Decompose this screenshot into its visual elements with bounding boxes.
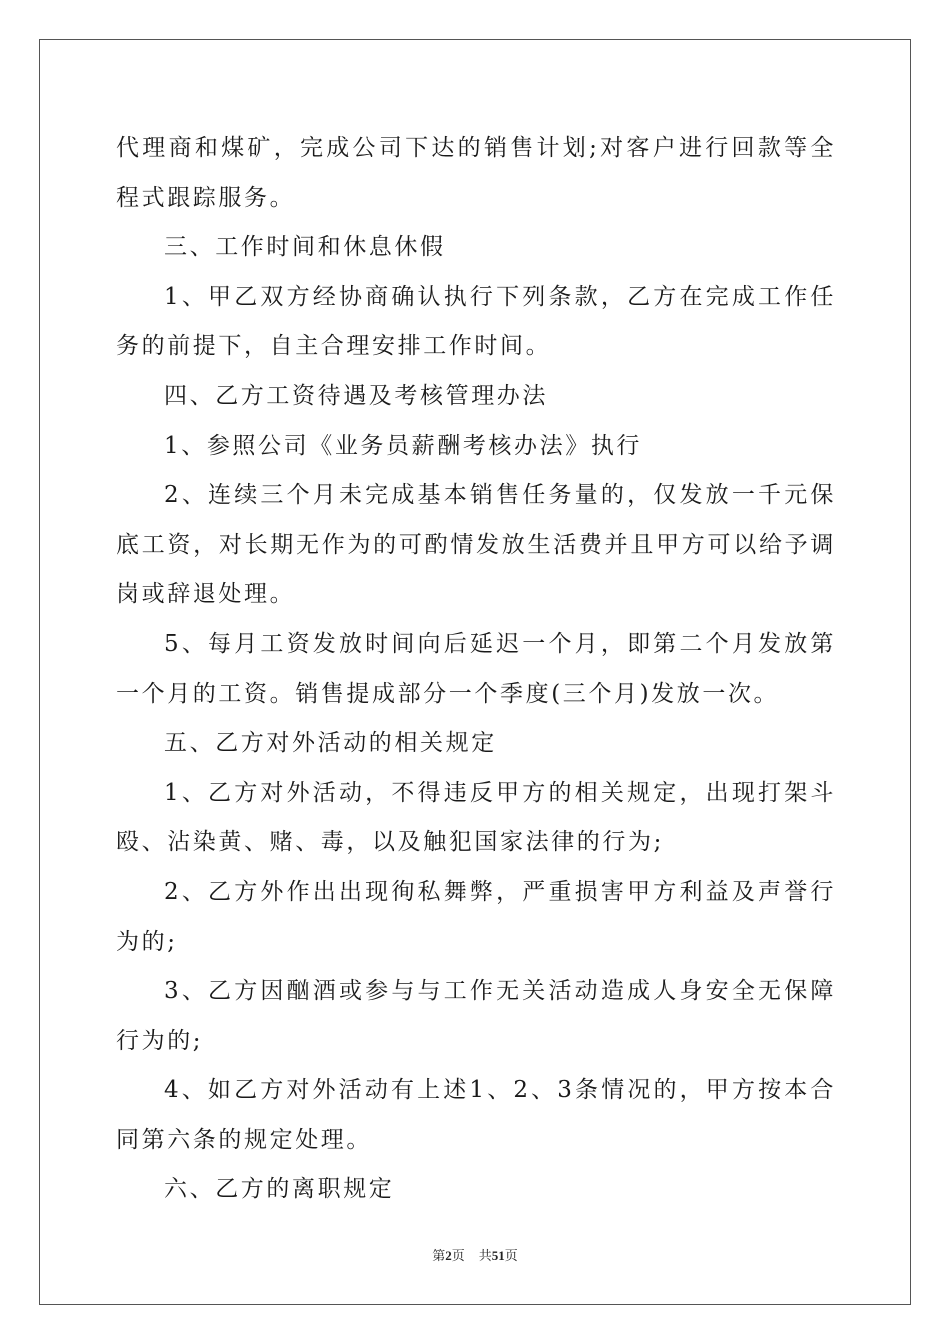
paragraph: 1、甲乙双方经协商确认执行下列条款，乙方在完成工作任务的前提下，自主合理安排工作时间。	[116, 283, 836, 360]
page-footer	[0, 1245, 950, 1264]
total-prefix: 共	[478, 1249, 492, 1264]
paragraph: 1、参照公司《业务员薪酬考核办法》执行	[164, 432, 643, 459]
paragraph: 4、如乙方对外活动有上述1、2、3条情况的，甲方按本合同第六条的规定处理。	[116, 1077, 836, 1153]
paragraph: 3、乙方因酗酒或参与与工作无关活动造成人身安全无保障行为的;	[116, 978, 836, 1054]
section-heading: 六、乙方的离职规定	[164, 1176, 395, 1203]
total-pages	[479, 1249, 518, 1264]
page-prefix: 第	[432, 1249, 446, 1264]
current-page: 2	[445, 1248, 452, 1263]
total-suffix: 页	[504, 1249, 518, 1264]
section-heading: 三、工作时间和休息休假	[164, 234, 446, 261]
paragraph: 5、每月工资发放时间向后延迟一个月，即第二个月发放第一个月的工资。销售提成部分一个季度(三个月)发放一次。	[116, 630, 836, 707]
section-heading: 四、乙方工资待遇及考核管理办法	[164, 382, 548, 409]
document-body	[116, 124, 836, 1215]
paragraph: 2、乙方外作出出现徇私舞弊，严重损害甲方利益及声誉行为的;	[116, 878, 836, 955]
page-suffix: 页	[451, 1249, 465, 1264]
section-heading: 五、乙方对外活动的相关规定	[164, 730, 497, 757]
total-pages-count: 51	[491, 1248, 505, 1263]
paragraph: 1、乙方对外活动，不得违反甲方的相关规定，出现打架斗殴、沾染黄、赌、毒，以及触犯国家法律的行为;	[116, 779, 836, 856]
paragraph: 代理商和煤矿，完成公司下达的销售计划;对客户进行回款等全程式跟踪服务。	[116, 135, 836, 211]
paragraph: 2、连续三个月未完成基本销售任务量的，仅发放一千元保底工资，对长期无作为的可酌情发放生活费并且甲方可以给予调岗或辞退处理。	[116, 482, 836, 608]
page-number	[432, 1249, 465, 1264]
